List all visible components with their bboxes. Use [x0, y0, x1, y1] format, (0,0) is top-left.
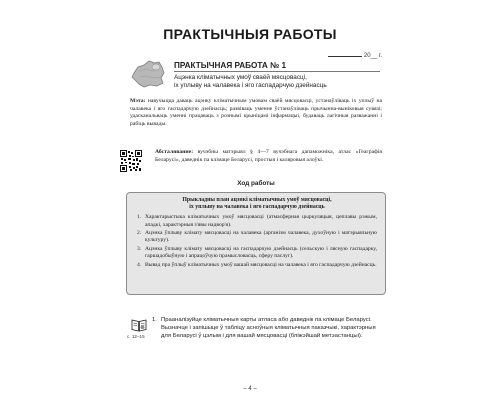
subtitle-line-2: іх уплыву на чалавека і яго гаспадарчую дзейнасць	[174, 82, 327, 90]
belarus-map-icon	[130, 59, 166, 89]
equipment-label: Абсталяванне:	[155, 149, 194, 155]
equipment-paragraph	[155, 149, 382, 164]
atlas-book-icon	[131, 318, 147, 332]
task-item	[152, 317, 384, 340]
equipment-text: вучэбны матэрыял § 4—7 вучэбнага дапаможніка, атлас «Геаграфія Беларусі», даведнік па клімаце Беларусі, простыя і каляровыя алоўкі.	[155, 149, 383, 163]
title-rule	[174, 71, 380, 72]
plan-item-text: Характарыстыка кліматычных умоў мясцовасці (атмасферная цыркуляцыя, цеплавы рэжым, ападкі, характэрныя з'явы надвор'я).	[145, 214, 377, 228]
plan-item-number: 2.	[137, 230, 142, 237]
plan-box	[126, 192, 386, 295]
plan-title-line-1: Прыкладны план ацэнкі кліматычных умоў мясцовасці,	[182, 197, 332, 203]
qr-code-icon[interactable]	[120, 150, 142, 172]
plan-list	[137, 214, 377, 269]
progress-heading: Ход работы	[237, 180, 275, 187]
plan-title-line-2: іх уплыву на чалавека і яго гаспадарчую дзейнасць	[189, 204, 325, 211]
work-header	[130, 57, 380, 93]
task-number: 1.	[152, 317, 157, 323]
page-number: – 4 –	[243, 386, 257, 392]
plan-item-text: Ацэнка ўплыву клімату мясцовасці на гаспадарчую дзейнасць (сельскую і лясную гаспадарку, гаршадобыўную і апрацоўчую прамысловасць, сферу паслуг).	[145, 246, 377, 260]
date-suffix: 20__ г.	[363, 53, 382, 59]
work-subtitle	[174, 74, 384, 90]
subtitle-line-1: Ацэнка кліматычных умоў сваёй мясцовасці,	[174, 74, 307, 81]
plan-item	[137, 230, 377, 244]
plan-item-number: 4.	[137, 261, 142, 268]
plan-item	[137, 262, 377, 269]
goal-label: Мэта:	[130, 98, 146, 104]
page-reference: с. 12–15	[127, 334, 145, 339]
task-text: Прааналізуйце кліматычныя карты атласа або даведнік па клімаце Беларусі. Вызначце і запішыце ў табліцу асноўныя кліматычныя паказчыкі, характэрныя для Беларусі ў цэлым і для вашай мясцовасці (бліжэйшай метэастанцыі).	[161, 317, 376, 339]
goal-paragraph	[130, 98, 382, 128]
plan-item-text: Вывад пра ўплыў кліматычных умоў вашай мясцовасці на чалавека і яго гаспадарчую дзейнасць.	[145, 261, 377, 268]
work-title: ПРАКТЫЧНАЯ РАБОТА № 1	[174, 61, 287, 70]
plan-item	[137, 214, 377, 228]
plan-item-text: Ацэнка ўплыву клімату мясцовасці на чалавека (арганізм чалавека, духоўную і матэрыяльную культуру).	[145, 230, 377, 244]
goal-text: навучыцца даваць ацэнку кліматычным умовам сваёй мясцовасці, устанаўліваць іх уплыў на чалавека і яго гаспадарчую дзейнасць; развіваць уменне ўстанаўліваць прычынна-выніковыя сувязі; удасканальваць уменні працаваць з рознымі крыніцамі інфармацыі, будаваць лагічныя разважанні і рабіць вывады.	[130, 98, 383, 127]
plan-item-number: 1.	[137, 214, 142, 221]
plan-item-number: 3.	[137, 246, 142, 252]
page-title: ПРАКТЫЧНЫЯ РАБОТЫ	[163, 26, 337, 42]
plan-item	[137, 246, 377, 260]
plan-title	[137, 197, 377, 211]
